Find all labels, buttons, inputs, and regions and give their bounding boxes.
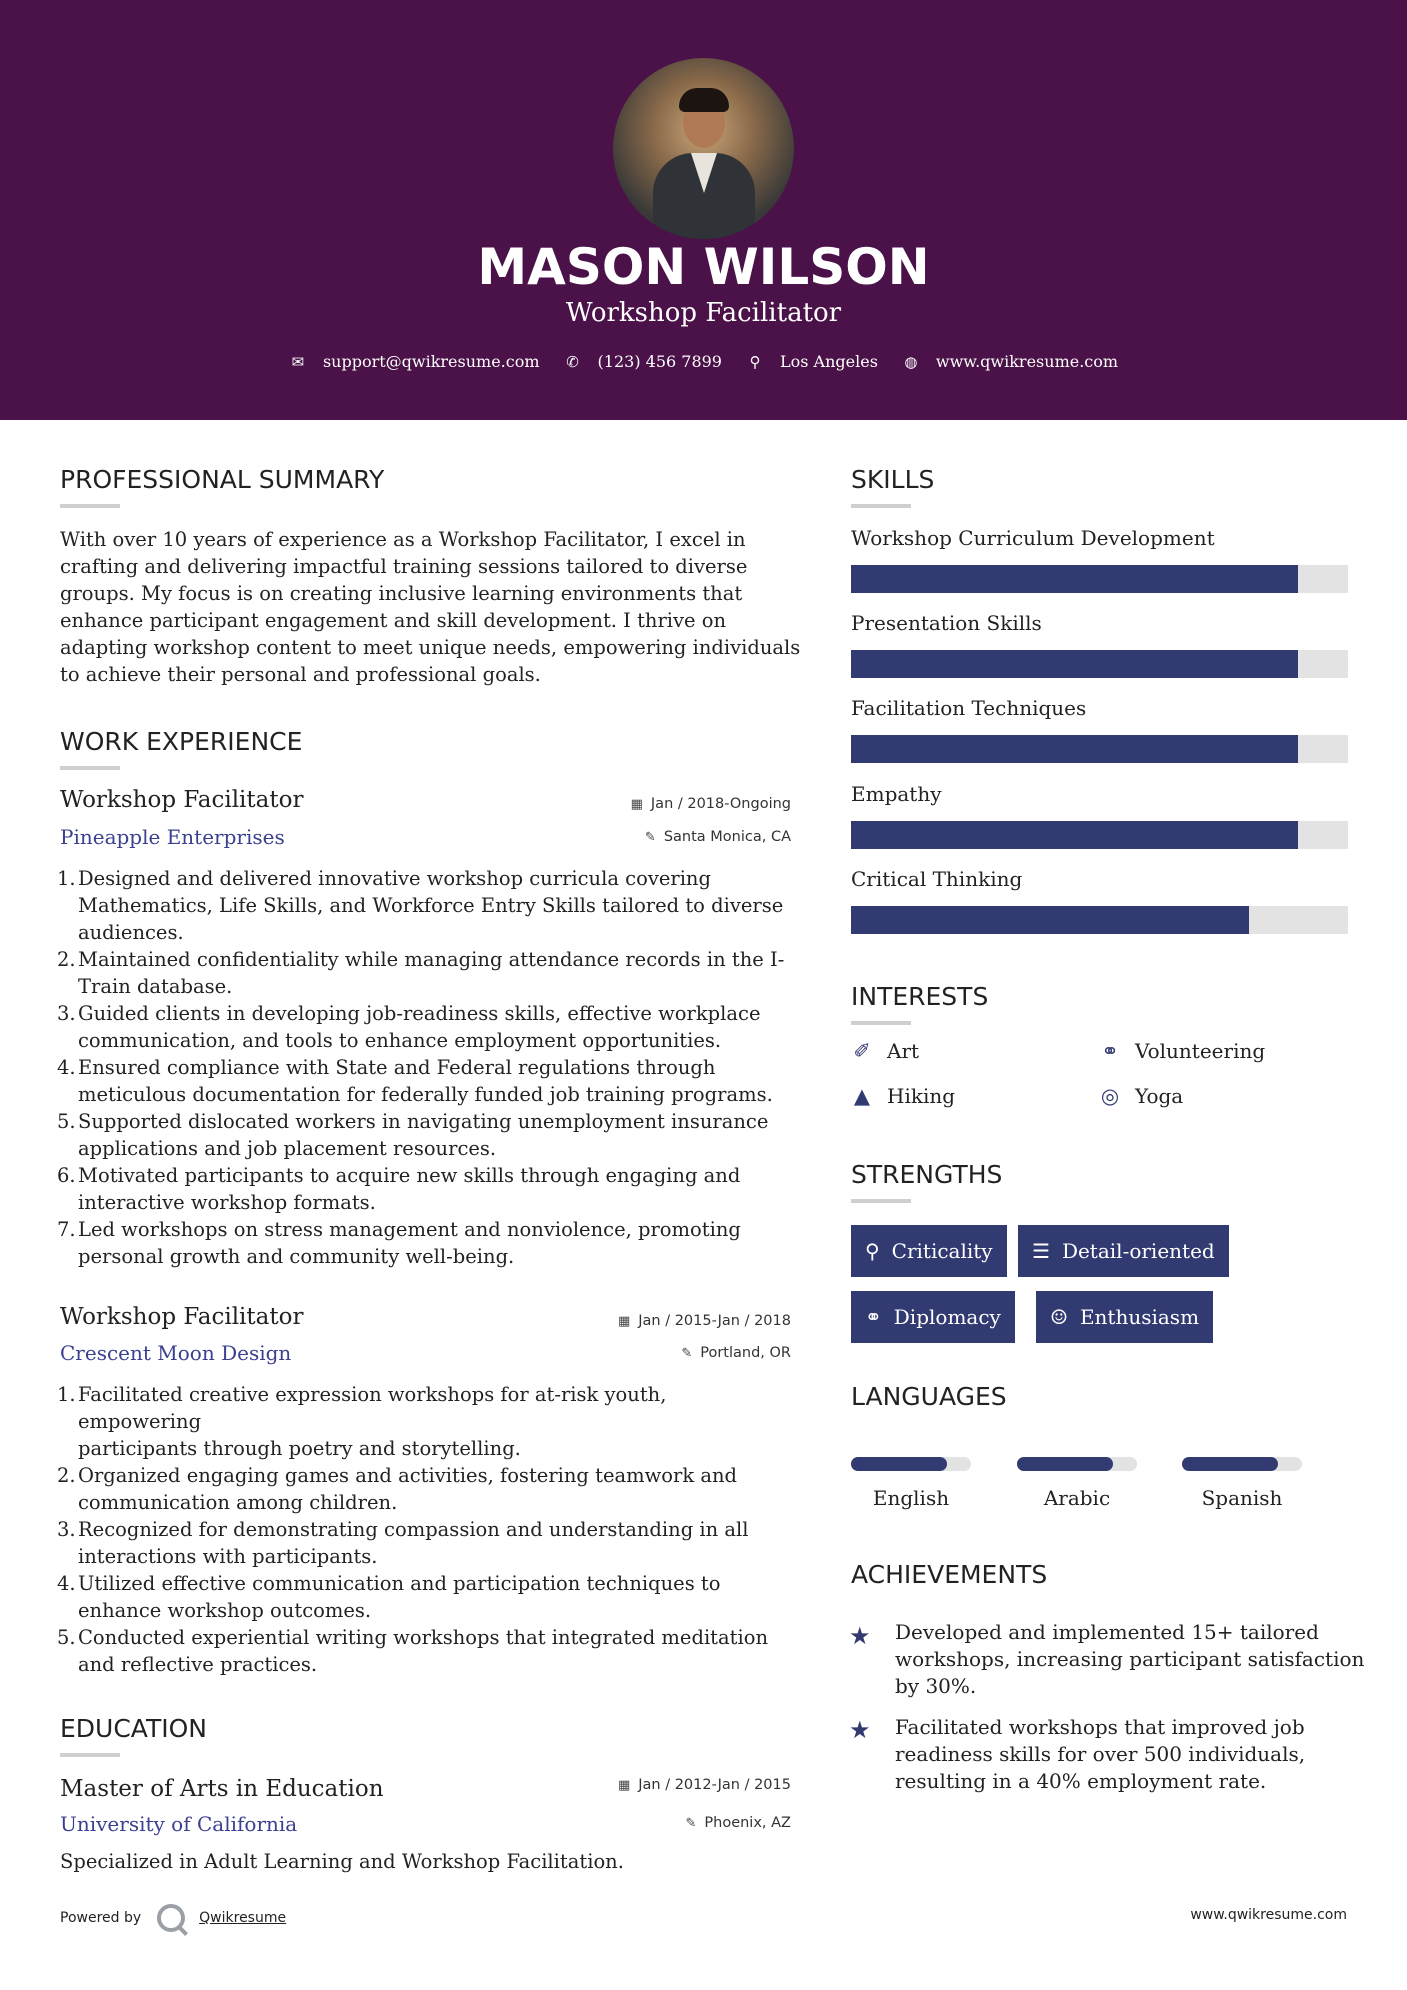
job-responsibilities (57, 1381, 790, 1678)
language-bar (1017, 1457, 1137, 1471)
strength-chip: ☺ Enthusiasm (1036, 1291, 1213, 1343)
list-item: 5. Supported dislocated workers in navigating unemployment insurance applications and job placement resources. (57, 1110, 769, 1160)
interest-item: ◎ Yoga (1097, 1084, 1183, 1108)
list-item: 4. Ensured compliance with State and Federal regulations through meticulous documentation for federally funded job training programs. (57, 1056, 773, 1106)
handshake-icon: ⚭ (1101, 1039, 1119, 1063)
strength-chip: ☰ Detail-oriented (1018, 1225, 1229, 1277)
language-label: English (872, 1486, 950, 1510)
contact-website[interactable]: www.qwikresume.com (935, 352, 1119, 371)
interest-item: ⚭ Volunteering (1097, 1039, 1265, 1063)
interests-underline (851, 1021, 911, 1025)
skill-label: Critical Thinking (851, 867, 1023, 891)
skill-bar (851, 735, 1348, 763)
list-item: 2. Maintained confidentiality while managing attendance records in the I- Train database. (57, 948, 785, 998)
job-title: Workshop Facilitator (60, 1304, 304, 1330)
experience-underline (60, 766, 120, 770)
qwikresume-logo-icon (157, 1904, 185, 1932)
list-item: 3. Guided clients in developing job-readiness skills, effective workplace communication, and tools to enhance employment opportunities. (57, 1002, 761, 1052)
skill-bar-fill (851, 906, 1249, 934)
school-name: University of California (60, 1812, 298, 1836)
map-pin-icon: ⚲ (749, 352, 761, 371)
phone-icon: ✆ (566, 352, 579, 371)
list-item: 4. Utilized effective communication and participation techniques to enhance workshop outcomes. (57, 1572, 721, 1622)
skill-bar (851, 821, 1348, 849)
footer-website[interactable]: www.qwikresume.com (1190, 1907, 1347, 1923)
language-label: Spanish (1201, 1486, 1283, 1510)
footer-powered-by: Powered by Qwikresume (60, 1904, 286, 1932)
list-icon: ☰ (1032, 1239, 1050, 1263)
paintbrush-icon: ✐ (853, 1039, 871, 1063)
strengths-underline (851, 1199, 911, 1203)
skill-bar-fill (851, 565, 1298, 593)
language-bar-fill (851, 1457, 947, 1471)
experience-heading: WORK EXPERIENCE (60, 727, 303, 756)
skill-label: Empathy (851, 782, 942, 806)
job-title: Workshop Facilitator (60, 787, 304, 813)
calendar-icon: ▦ (617, 1778, 631, 1793)
candidate-name: MASON WILSON (477, 238, 930, 296)
language-bar (1182, 1457, 1302, 1471)
pushpin-icon: ✎ (685, 1816, 697, 1831)
envelope-icon: ✉ (291, 352, 305, 371)
language-bar-fill (1182, 1457, 1278, 1471)
job-dates: ▦ Jan / 2018-Ongoing (630, 796, 791, 812)
job-company: Pineapple Enterprises (60, 825, 285, 849)
star-icon: ★ (849, 1622, 871, 1650)
skills-underline (851, 504, 911, 508)
languages-heading: LANGUAGES (851, 1382, 1007, 1411)
skill-bar (851, 650, 1348, 678)
skill-label: Presentation Skills (851, 611, 1042, 635)
job-company: Crescent Moon Design (60, 1341, 292, 1365)
resume-header (0, 0, 1407, 420)
language-bar-fill (1017, 1457, 1113, 1471)
star-icon: ★ (849, 1716, 871, 1744)
language-label: Arabic (1043, 1486, 1111, 1510)
skill-bar-fill (851, 821, 1298, 849)
job-location: ✎ Santa Monica, CA (644, 829, 791, 845)
smile-icon: ☺ (1050, 1305, 1068, 1329)
list-item: 6. Motivated participants to acquire new skills through engaging and interactive workshop formats. (57, 1164, 741, 1214)
list-item: 3. Recognized for demonstrating compassion and understanding in all interactions with participants. (57, 1518, 749, 1568)
education-heading: EDUCATION (60, 1714, 207, 1743)
skills-heading: SKILLS (851, 465, 935, 494)
achievement-item: Developed and implemented 15+ tailored workshops, increasing participant satisfaction by 30%. (895, 1620, 1365, 1698)
interest-item: ✐ Art (849, 1039, 919, 1063)
pushpin-icon: ✎ (644, 830, 656, 845)
pushpin-icon: ✎ (681, 1346, 693, 1361)
contact-email[interactable]: support@qwikresume.com (322, 352, 540, 371)
degree-title: Master of Arts in Education (60, 1776, 384, 1802)
education-dates: ▦ Jan / 2012-Jan / 2015 (617, 1777, 791, 1793)
contact-location: Los Angeles (779, 352, 878, 371)
search-icon: ⚲ (865, 1239, 880, 1263)
interests-heading: INTERESTS (851, 982, 989, 1011)
footer-brand-link[interactable]: Qwikresume (199, 1910, 287, 1926)
job-responsibilities (57, 865, 790, 1270)
education-location: ✎ Phoenix, AZ (685, 1815, 791, 1831)
interest-item: ▲ Hiking (849, 1084, 955, 1108)
skill-bar (851, 906, 1348, 934)
candidate-title: Workshop Facilitator (565, 298, 842, 328)
summary-underline (60, 504, 120, 508)
summary-text: With over 10 years of experience as a Workshop Facilitator, I excel in crafting and delivering impactful training sessions tailored to diverse groups. My focus is on creating inclusive learning environments that enhance participant engagement and skill development. I thrive on adapting workshop content to meet unique needs, empowering individuals to achieve their personal and professional goals. (60, 528, 801, 686)
strengths-heading: STRENGTHS (851, 1160, 1003, 1189)
list-item: 7. Led workshops on stress management and nonviolence, promoting personal growth and community well-being. (57, 1218, 741, 1268)
tree-icon: ▲ (853, 1084, 871, 1108)
contact-bar (0, 352, 1407, 371)
skill-label: Facilitation Techniques (851, 696, 1087, 720)
profile-photo (613, 58, 794, 239)
achievements-heading: ACHIEVEMENTS (851, 1560, 1048, 1589)
calendar-icon: ▦ (630, 797, 643, 812)
job-location: ✎ Portland, OR (681, 1345, 791, 1361)
skill-bar-fill (851, 735, 1298, 763)
education-description: Specialized in Adult Learning and Workshop Facilitation. (60, 1850, 624, 1873)
skill-label: Workshop Curriculum Development (851, 526, 1215, 550)
job-dates: ▦ Jan / 2015-Jan / 2018 (617, 1313, 791, 1329)
language-bar (851, 1457, 971, 1471)
list-item: 5. Conducted experiential writing workshops that integrated meditation and reflective practices. (57, 1626, 769, 1676)
list-item: 1. Facilitated creative expression workshops for at-risk youth, empowering participants through poetry and storytelling. (57, 1383, 667, 1460)
education-underline (60, 1753, 120, 1757)
contact-phone[interactable]: (123) 456 7899 (597, 352, 722, 371)
globe-icon: ◍ (904, 352, 918, 371)
list-item: 2. Organized engaging games and activities, fostering teamwork and communication among children. (57, 1464, 738, 1514)
skill-bar-fill (851, 650, 1298, 678)
strength-chip: ⚭ Diplomacy (851, 1291, 1015, 1343)
achievement-item: Facilitated workshops that improved job readiness skills for over 500 individuals, resulting in a 40% employment rate. (895, 1715, 1306, 1793)
calendar-icon: ▦ (617, 1314, 631, 1329)
handshake-icon: ⚭ (865, 1305, 882, 1329)
list-item: 1. Designed and delivered innovative workshop curricula covering Mathematics, Life Skills, and Workforce Entry Skills tailored to diverse audiences. (57, 867, 784, 944)
skill-bar (851, 565, 1348, 593)
lifebuoy-icon: ◎ (1100, 1084, 1120, 1108)
summary-heading: PROFESSIONAL SUMMARY (60, 465, 385, 494)
strength-chip: ⚲ Criticality (851, 1225, 1007, 1277)
